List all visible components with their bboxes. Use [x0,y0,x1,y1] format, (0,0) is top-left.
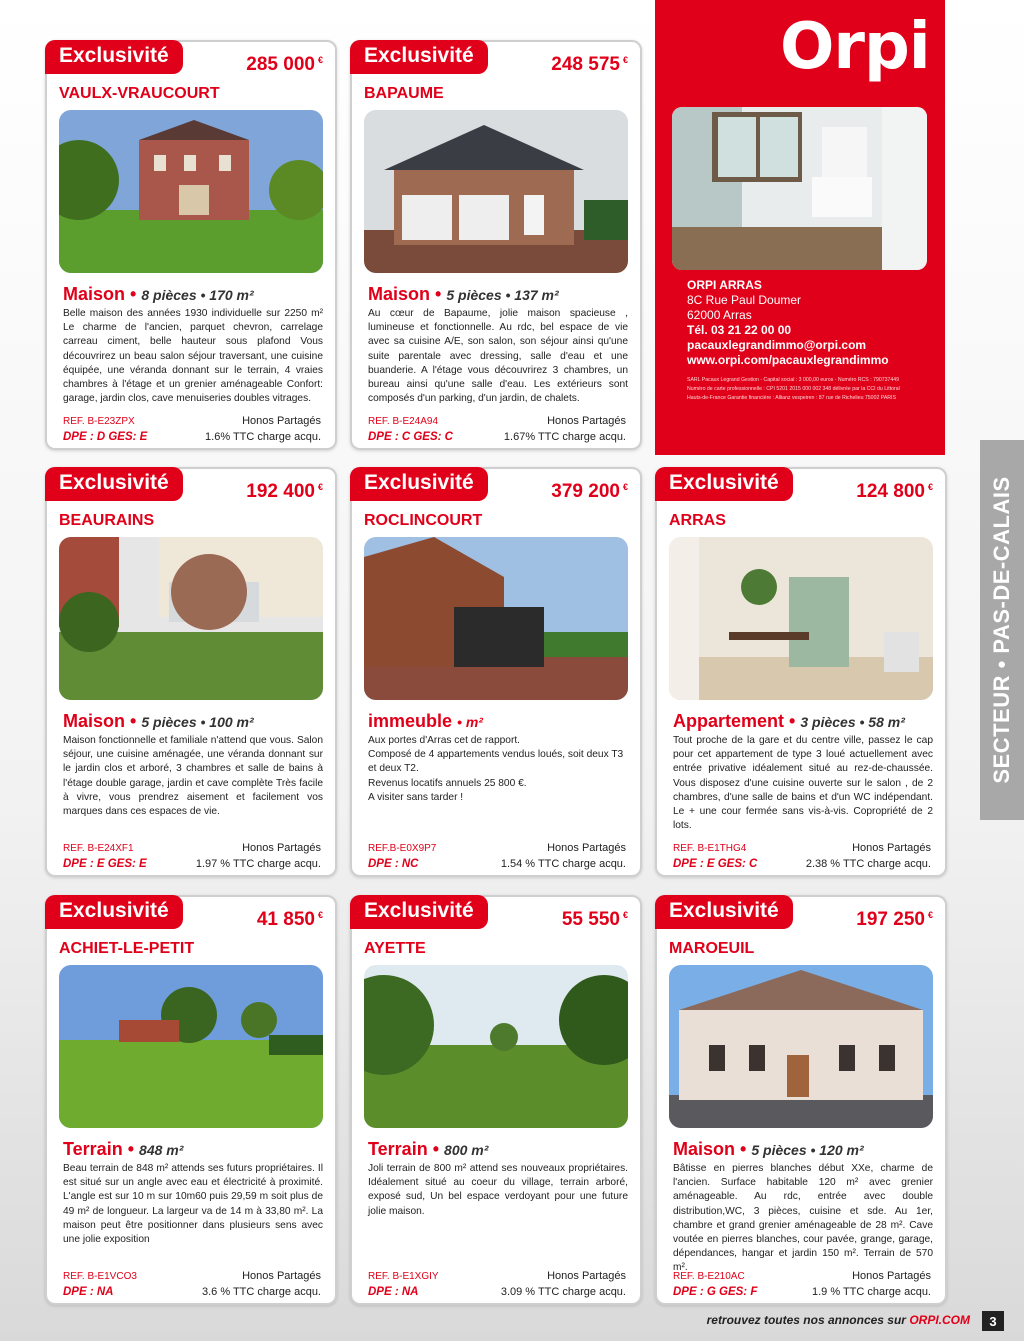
exclusivity-badge: Exclusivité [655,467,793,501]
exclusivity-badge: Exclusivité [45,40,183,74]
energy-rating: DPE : NC [368,858,419,870]
description: Aux portes d'Arras cet de rapport. Composé de 4 appartements vendus loués, soit deux T3 et deux T2. Revenus locatifs annuels 25 800 €. A visiter sans tarder ! [368,735,624,803]
fee-percent: 1.9 % TTC charge acqu. [811,1286,931,1298]
fee-percent: 1.6% TTC charge acqu. [205,431,321,443]
property-photo[interactable] [669,537,933,700]
property-type: Maison • 5 pièces • 100 m² [63,711,254,731]
city: BAPAUME [364,85,444,102]
agency-panel [655,0,945,455]
property-type: Maison • 5 pièces • 120 m² [673,1139,864,1159]
property-type: Maison • 5 pièces • 137 m² [368,284,559,304]
fee-percent: 1.67% TTC charge acqu. [503,431,626,443]
fee-percent: 3.6 % TTC charge acqu. [201,1286,321,1298]
listing-card[interactable] [655,467,947,877]
listing-card[interactable] [350,40,642,450]
listing-card[interactable] [45,467,337,877]
city: ROCLINCOURT [364,512,483,529]
city: MAROEUIL [669,940,755,957]
reference: REF. B-E1VCO3 [63,1271,137,1282]
property-type: Maison • 8 pièces • 170 m² [63,284,254,304]
exclusivity-badge: Exclusivité [45,467,183,501]
property-photo[interactable] [364,110,628,273]
listing-card[interactable] [350,895,642,1305]
sector-label: SECTEUR • PAS-DE-CALAIS [989,476,1014,784]
price: 124 800 € [856,481,933,502]
price: 55 550 € [561,909,628,930]
agency-address-line2: 62000 Arras [687,308,752,322]
city: ARRAS [669,512,726,529]
exclusivity-badge: Exclusivité [350,40,488,74]
exclusivity-badge: Exclusivité [350,895,488,929]
property-photo[interactable] [364,965,628,1128]
agency-website[interactable]: www.orpi.com/pacauxlegrandimmo [687,353,889,367]
fee-percent: 1.97 % TTC charge acqu. [195,858,321,870]
listing-card[interactable] [45,895,337,1305]
property-photo[interactable] [59,110,323,273]
reference: REF. B-E23ZPX [63,416,135,427]
energy-rating: DPE : E GES: C [673,858,758,870]
property-photo[interactable] [59,537,323,700]
listing-card[interactable] [45,40,337,450]
sector-band [980,440,1024,820]
reference: REF. B-E1THG4 [673,843,747,854]
fees-label: Honos Partagés [242,415,321,427]
fees-label: Honos Partagés [852,842,931,854]
legal-notice [687,376,937,403]
fees-label: Honos Partagés [242,842,321,854]
footer-brand-link[interactable]: ORPI.COM [909,1313,970,1327]
description: Joli terrain de 800 m² attend ses nouveaux propriétaires. Idéalement situé au coeur du village, terrain arboré, exposé sud, Un bel espace verdoyant pour une future jolie maison. [368,1163,628,1217]
price: 248 575 € [551,54,628,75]
energy-rating: DPE : NA [368,1286,419,1298]
energy-rating: DPE : NA [63,1286,114,1298]
legal-line: SARL Pacaux Legrand Gestion - Capital social : 3 000,00 euros - Numéro RCS : 790737449 [687,377,900,383]
fee-percent: 2.38 % TTC charge acqu. [805,858,931,870]
footer-text [707,1313,970,1327]
price: 41 850 € [256,909,323,930]
price: 379 200 € [551,481,628,502]
energy-rating: DPE : G GES: F [673,1286,758,1298]
exclusivity-badge: Exclusivité [45,895,183,929]
orpi-logo: Orpi [780,10,930,84]
listing-card[interactable] [350,467,642,877]
fee-percent: 3.09 % TTC charge acqu. [500,1286,626,1298]
exclusivity-badge: Exclusivité [350,467,488,501]
page-number: 3 [982,1311,1004,1331]
city: BEAURAINS [59,512,155,529]
fees-label: Honos Partagés [852,1270,931,1282]
listing-card[interactable] [655,895,947,1305]
agency-contact [687,278,889,368]
agency-photo [672,107,927,270]
description: Belle maison des années 1930 individuelle sur 2250 m² Le charme de l'ancien, parquet chevron, carrelage carreau ciment, belle hauteur sous plafond Vous découvrirez un beau salon séjour traversant, une cuisine équipée, une véranda donnant sur le terrain, 4 vraies chambres à l'étage et un grenier aménageable Confort: garage, jardin clos, cave menuiseries doubles vitrages. [63,308,323,405]
city: VAULX-VRAUCOURT [59,85,220,102]
reference: REF.B-E0X9P7 [368,843,437,854]
property-type: Terrain • 800 m² [368,1139,489,1159]
fees-label: Honos Partagés [547,415,626,427]
reference: REF. B-E24A94 [368,416,439,427]
agency-address-line1: 8C Rue Paul Doumer [687,293,802,307]
fee-percent: 1.54 % TTC charge acqu. [500,858,626,870]
description: Au cœur de Bapaume, jolie maison spacieuse , lumineuse et fonctionnelle. Au rdc, bel espace de vie avec sa cuisine A/E, son salon, son séjour ainsi qu'une suite parentale avec dressing, salle d'eau et une buanderie. A l'étage vous découvrirez 3 chambres, un bureau ainsi qu'une salle d'eau. Les extérieurs sont composés d'un parking, d'un jardin, de chalets. [368,308,628,405]
energy-rating: DPE : D GES: E [63,431,148,443]
energy-rating: DPE : E GES: E [63,858,147,870]
legal-line: Numéro de carte professionnelle : CPI 5201 2015 000 002 348 délivrée par la CCI du Littoral [687,386,900,392]
reference: REF. B-E210AC [673,1271,745,1282]
fees-label: Honos Partagés [547,842,626,854]
description: Tout proche de la gare et du centre ville, passez le cap pour cet appartement de type 3 loué actuellement avec entrée privative idéalement situé au rez-de-chaussée. Vous disposez d'une cuisine ouverte sur le salon , de 2 chambres, d'une salle de bains et d'un WC indépendant. Le + une cour fermée sans vis-à-vis. Copropriété de 2 lots. [673,735,933,832]
agency-name: ORPI ARRAS [687,278,762,292]
description: Maison fonctionnelle et familiale n'attend que vous. Salon séjour, une cuisine aménagée, une véranda donnant sur le jardin clos et arboré, 3 chambres et salle de bains à l'étage double garage, jardin et cave complète Très facile à vivre, vous prendrez aisement et facilement vos marques dans ces espaces de vie. [63,735,323,818]
fees-label: Honos Partagés [547,1270,626,1282]
description: Beau terrain de 848 m² attends ses futurs propriétaires. Il est situé sur un angle avec eau et électricité à proximité. L'angle est sur 10 m sur 10m60 puis 29,59 m soit plus de 49 m² de longueur. La largeur va de 14 m à 33,80 m². La maison peut être positionner dans plusieurs sens avec une jolie exposition [63,1163,323,1246]
description: Bâtisse en pierres blanches début XXe, charme de l'ancien. Surface habitable 120 m² avec grenier aménageable. Au rdc, entrée avec double distribution,WC, 3 pièces, cuisine et sde. Au 1er, chambre et grand grenier aménageable de 28 m². Cave voutée en pierres blanches, cour pavée, grange, garage, dépendances, hangar et jardin 150 m². Terrain de 570 m². [673,1163,933,1274]
agency-phone[interactable]: Tél. 03 21 22 00 00 [687,323,792,337]
property-type: Terrain • 848 m² [63,1139,184,1159]
price: 285 000 € [246,54,323,75]
fees-label: Honos Partagés [242,1270,321,1282]
exclusivity-badge: Exclusivité [655,895,793,929]
price: 197 250 € [856,909,933,930]
price: 192 400 € [246,481,323,502]
property-type: immeuble • m² [368,711,483,731]
footer-caption: retrouvez toutes nos annonces sur [706,1313,906,1327]
property-photo[interactable] [364,537,628,700]
property-type: Appartement • 3 pièces • 58 m² [673,711,905,731]
energy-rating: DPE : C GES: C [368,431,453,443]
reference: REF. B-E1XGIY [368,1271,439,1282]
city: ACHIET-LE-PETIT [59,940,195,957]
property-photo[interactable] [669,965,933,1128]
reference: REF. B-E24XF1 [63,843,134,854]
city: AYETTE [364,940,426,957]
legal-line: Hauts-de-France Garantie financière : Allianz vespeiren : 87 rue de Richelieu 75002 PARIS [687,395,896,401]
property-photo[interactable] [59,965,323,1128]
agency-email[interactable]: pacauxlegrandimmo@orpi.com [687,338,867,352]
